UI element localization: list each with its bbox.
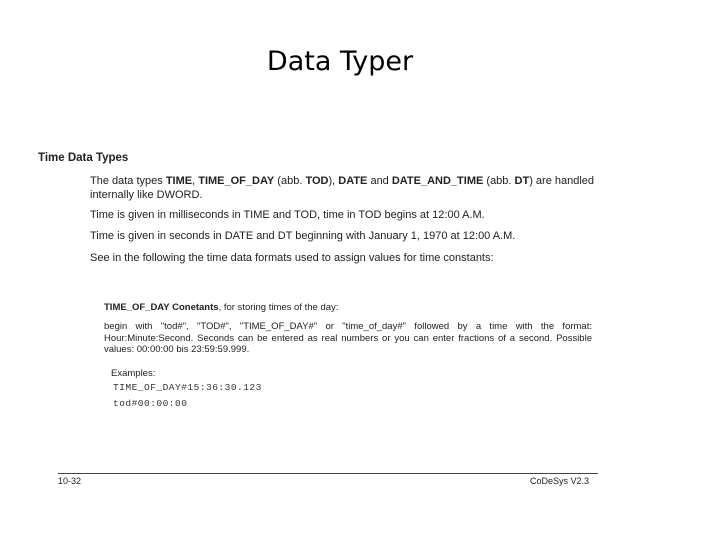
intro-text: The data types bbox=[90, 175, 166, 187]
example-code-line: tod#00:00:00 bbox=[113, 398, 188, 409]
intro-text: ), bbox=[328, 175, 339, 187]
slide-title: Data Typer bbox=[266, 46, 414, 77]
intro-text: (abb. bbox=[483, 175, 515, 187]
examples-label: Examples: bbox=[111, 368, 156, 379]
tod-heading-rest: , for storing times of the day: bbox=[218, 302, 339, 313]
intro-text: ) are handled internally like DWORD. bbox=[90, 175, 595, 201]
date-seconds-line: Time is given in seconds in DATE and DT beginning with January 1, 1970 at 12:00 A.M. bbox=[90, 230, 516, 242]
tod-heading bbox=[104, 302, 338, 313]
type-date-and-time: DATE_AND_TIME bbox=[391, 175, 484, 187]
type-tod: TOD bbox=[305, 175, 329, 187]
intro-paragraph bbox=[90, 174, 633, 202]
example-code-line: TIME_OF_DAY#15:36:30.123 bbox=[113, 382, 262, 393]
type-time-of-day: TIME_OF_DAY bbox=[198, 175, 275, 187]
intro-text: , bbox=[192, 175, 199, 187]
type-dt: DT bbox=[514, 175, 530, 187]
footer-page-number: 10-32 bbox=[58, 476, 82, 486]
formats-intro-line: See in the following the time data formats used to assign values for time constants: bbox=[90, 252, 494, 264]
section-heading: Time Data Types bbox=[38, 152, 129, 164]
type-date: DATE bbox=[338, 175, 368, 187]
footer-product: CoDeSys V2.3 bbox=[530, 476, 590, 486]
tod-description: begin with "tod#", "TOD#", "TIME_OF_DAY#" or "time_of_day#" followed by a time with the format: Hour:Minute:Second. Seconds can be entered as real numbers or you can enter fractions of a second. Possible values: 00:00:00 bis 23:59:59.999. bbox=[104, 321, 592, 355]
intro-text: (abb. bbox=[274, 175, 306, 187]
type-time: TIME bbox=[165, 175, 193, 187]
footer-divider bbox=[58, 473, 598, 474]
tod-heading-bold: TIME_OF_DAY Conetants bbox=[104, 302, 219, 313]
intro-text: and bbox=[367, 175, 392, 187]
time-milliseconds-line: Time is given in milliseconds in TIME and TOD, time in TOD begins at 12:00 A.M. bbox=[90, 209, 485, 221]
